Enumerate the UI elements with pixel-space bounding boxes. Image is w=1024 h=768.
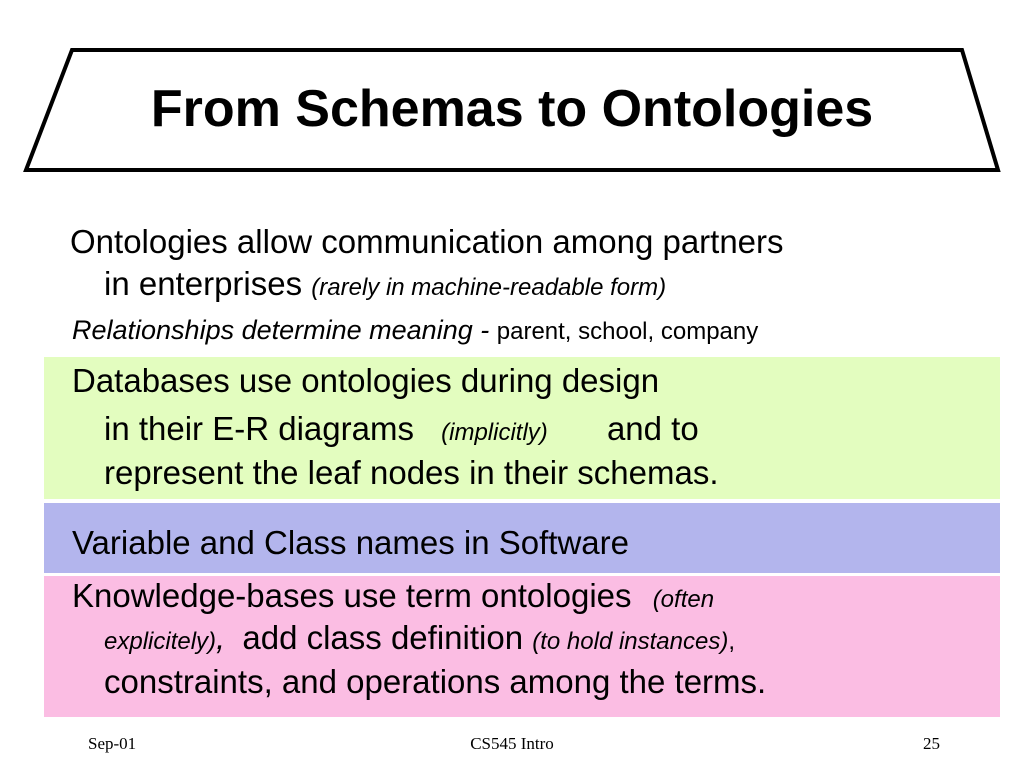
knowledge-line-3: constraints, and operations among the terms.	[104, 663, 767, 700]
knowledge-line-2	[104, 618, 735, 662]
relationships-italic: Relationships determine meaning -	[72, 315, 490, 345]
knowledge-line-1	[72, 576, 714, 620]
relationships-examples: parent, school, company	[496, 318, 759, 345]
databases-line-3: represent the leaf nodes in their schemas.	[104, 454, 719, 491]
footer-date: Sep-01	[88, 734, 137, 753]
knowledge-note-2: explicitely)	[104, 628, 217, 655]
databases-line-1: Databases use ontologies during design	[72, 362, 660, 399]
slide-title: From Schemas to Ontologies	[150, 80, 874, 138]
intro-line-2	[104, 264, 666, 308]
databases-line-2	[104, 409, 699, 453]
knowledge-line-2-end: ,	[728, 628, 736, 655]
footer-course: CS545 Intro	[470, 734, 554, 753]
knowledge-note-1: (often	[652, 586, 715, 613]
footer-page-number: 25	[923, 734, 940, 753]
databases-line-2-tail: and to	[606, 410, 699, 447]
knowledge-line-2-text: add class definition	[242, 619, 524, 656]
databases-line-2-text: in their E-R diagrams	[104, 410, 414, 447]
knowledge-line-1-text: Knowledge-bases use term ontologies	[72, 577, 632, 614]
intro-note: (rarely in machine-readable form)	[311, 274, 667, 301]
intro-line-2-text: in enterprises	[104, 265, 303, 302]
software-line-1: Variable and Class names in Software	[72, 524, 630, 561]
knowledge-comma: ,	[216, 619, 226, 656]
relationships-paragraph	[72, 312, 758, 350]
intro-line-1: Ontologies allow communication among partners	[70, 223, 784, 260]
databases-note: (implicitly)	[441, 419, 548, 446]
knowledge-note-3: (to hold instances)	[532, 628, 729, 655]
